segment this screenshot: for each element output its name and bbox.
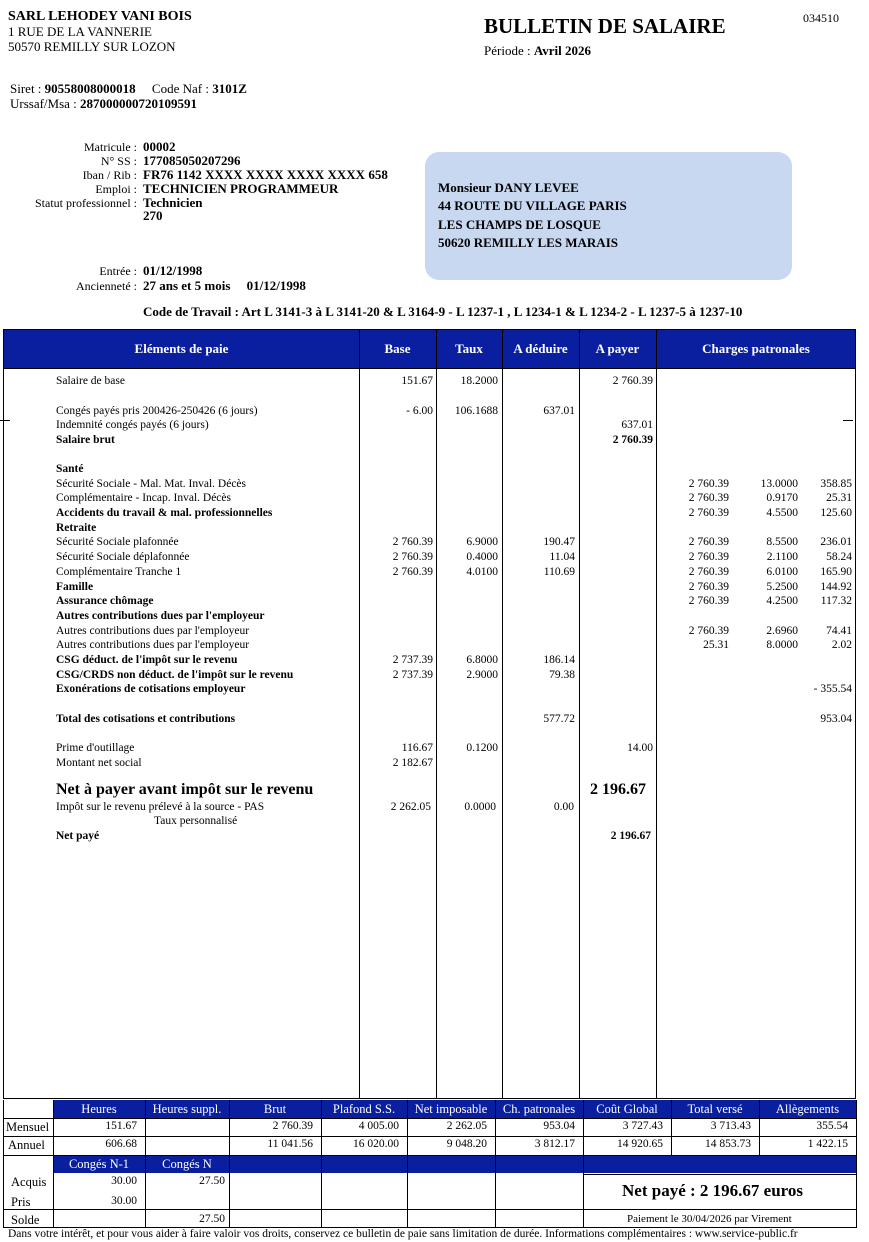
line-pay: 637.01	[621, 419, 653, 431]
line-label: Sécurité Sociale plafonnée	[56, 536, 179, 548]
line-label: Santé	[56, 463, 84, 475]
code-travail: Code de Travail : Art L 3141-3 à L 3141-20 & L 3164-9 - L 1237-1 , L 1234-1 & L 1234-2 - L 1237-5 à 1237-10	[143, 304, 743, 319]
line-label: Prime d'outillage	[56, 742, 135, 754]
header-taux: Taux	[455, 341, 483, 356]
periode-value: Avril 2026	[533, 43, 591, 58]
entree-value: 01/12/1998	[143, 263, 203, 278]
pris-label: Pris	[11, 1195, 31, 1209]
address-line-3: LES CHAMPS DE LOSQUE	[438, 217, 601, 232]
entree-label: Entrée :	[99, 264, 137, 278]
line-ptaux: 0.9170	[766, 492, 798, 504]
mensuel-label: Mensuel	[6, 1120, 50, 1134]
mensuel-cell: 953.04	[543, 1120, 575, 1132]
net-paye-total: Net payé : 2 196.67 euros	[622, 1181, 803, 1200]
summary-header-cell: Heures suppl.	[152, 1102, 222, 1116]
line-taux: 18.2000	[460, 375, 498, 387]
line-pmont: 117.32	[820, 595, 852, 607]
acquis-n: 27.50	[199, 1175, 225, 1187]
nss-value: 177085050207296	[143, 153, 241, 168]
annuel-cell: 11 041.56	[267, 1138, 313, 1150]
line-pbase: 2 760.39	[688, 536, 729, 548]
line-label: Salaire brut	[56, 434, 115, 446]
pris-n1: 30.00	[111, 1195, 137, 1207]
urssaf-value: 287000000720109591	[80, 96, 198, 111]
anciennete-duration: 27 ans et 5 mois	[143, 278, 231, 293]
line-ptaux: 5.2500	[766, 581, 798, 593]
col-divider	[656, 330, 657, 1098]
nss-label: N° SS :	[100, 154, 137, 168]
line-pbase: 25.31	[703, 639, 729, 651]
line-pmont: 125.60	[820, 507, 852, 519]
line-pay: 14.00	[627, 742, 653, 754]
company-address-1: 1 RUE DE LA VANNERIE	[8, 24, 152, 39]
recipient-address-box	[425, 152, 792, 280]
address-line-4: 50620 REMILLY LES MARAIS	[438, 235, 618, 250]
line-taux: 6.8000	[466, 654, 498, 666]
grid-line	[229, 1100, 230, 1155]
paiement-info: Paiement le 30/04/2026 par Virement	[627, 1213, 792, 1225]
grid-line	[583, 1209, 856, 1210]
disclaimer: Dans votre intérêt, et pour vous aider à faire valoir vos droits, conservez ce bulletin de paie sans limitation de durée. Informations complémentaires : www.service-public.fr	[8, 1228, 798, 1240]
line-ded: 11.04	[549, 551, 575, 563]
grid-line	[145, 1155, 146, 1228]
line-label: Retraite	[56, 522, 97, 534]
line-pbase: 2 760.39	[688, 492, 729, 504]
line-label: Sécurité Sociale déplafonnée	[56, 551, 190, 563]
siret-label: Siret :	[10, 81, 42, 96]
line-ptaux: 4.5500	[766, 507, 798, 519]
grid-line	[3, 1118, 856, 1119]
address-line-1: Monsieur DANY LEVEE	[438, 180, 579, 195]
line-taux: 2.9000	[466, 669, 498, 681]
annuel-cell: 16 020.00	[353, 1138, 399, 1150]
line-label: Indemnité congés payés (6 jours)	[56, 419, 209, 431]
emploi-value: TECHNICIEN PROGRAMMEUR	[143, 181, 339, 196]
annuel-cell: 14 853.73	[705, 1138, 751, 1150]
mensuel-cell: 355.54	[816, 1120, 848, 1132]
mensuel-cell: 3 713.43	[710, 1120, 751, 1132]
grid-line	[3, 1209, 583, 1210]
line-pmont: 74.41	[826, 625, 852, 637]
siret-value: 90558008000018	[44, 81, 136, 96]
mensuel-cell: 4 005.00	[358, 1120, 399, 1132]
line-ded: 110.69	[543, 566, 575, 578]
line-base: 2 760.39	[392, 536, 433, 548]
company-address-2: 50570 REMILLY SUR LOZON	[8, 39, 176, 54]
line-base: 2 760.39	[392, 566, 433, 578]
iban-label: Iban / Rib :	[82, 168, 137, 182]
solde-label: Solde	[11, 1213, 40, 1227]
line-pmont: 236.01	[820, 536, 852, 548]
grid-line	[583, 1155, 584, 1228]
net-avant-impot-value: 2 196.67	[590, 781, 646, 798]
line-base: 151.67	[401, 375, 433, 387]
grid-line	[3, 1155, 856, 1156]
line-ptaux: 6.0100	[766, 566, 798, 578]
line-taux: 0.1200	[466, 742, 498, 754]
net-paye-value: 2 196.67	[610, 830, 651, 842]
line-ptaux: 4.2500	[766, 595, 798, 607]
annuel-cell: 9 048.20	[446, 1138, 487, 1150]
mensuel-cell: 151.67	[105, 1120, 137, 1132]
line-ded: 190.47	[543, 536, 575, 548]
grid-line	[583, 1100, 584, 1155]
summary-table	[3, 1100, 856, 1228]
grid-line	[495, 1155, 496, 1228]
statut-label: Statut professionnel :	[35, 196, 137, 210]
anciennete-date: 01/12/1998	[246, 278, 306, 293]
line-pmont: 953.04	[820, 713, 852, 725]
line-pbase: 2 760.39	[688, 595, 729, 607]
summary-header-cell: Total versé	[687, 1102, 743, 1116]
line-pmont: - 355.54	[813, 683, 852, 695]
line-label: CSG/CRDS non déduct. de l'impôt sur le revenu	[56, 669, 294, 681]
matricule-value: 00002	[143, 139, 176, 154]
line-pmont: 25.31	[826, 492, 852, 504]
header-base: Base	[384, 341, 411, 356]
line-pbase: 2 760.39	[688, 507, 729, 519]
line-taux: 6.9000	[466, 536, 498, 548]
line-label: Accidents du travail & mal. professionnelles	[56, 507, 273, 519]
line-label: Total des cotisations et contributions	[56, 713, 236, 725]
line-taux: 0.4000	[466, 551, 498, 563]
line-label: Autres contributions dues par l'employeur	[56, 639, 250, 651]
grid-line	[53, 1155, 54, 1228]
line-ded: 637.01	[543, 405, 575, 417]
line-ded: 186.14	[543, 654, 575, 666]
annuel-label: Annuel	[8, 1138, 45, 1152]
line-ptaux: 8.0000	[766, 639, 798, 651]
solde-n: 27.50	[199, 1213, 225, 1225]
col-divider	[436, 330, 437, 1098]
payslip-table-header	[4, 330, 855, 368]
line-label: Exonérations de cotisations employeur	[56, 683, 246, 695]
line-label: Assurance chômage	[56, 595, 154, 607]
line-pbase: 2 760.39	[688, 551, 729, 563]
header-elements: Eléments de paie	[134, 341, 229, 356]
mensuel-cell: 2 760.39	[272, 1120, 313, 1132]
pas-taux: 0.0000	[464, 801, 496, 813]
summary-header-cell: Net imposable	[414, 1102, 488, 1116]
line-label: Autres contributions dues par l'employeur	[56, 625, 250, 637]
grid-line	[3, 1100, 4, 1228]
header-divider	[4, 368, 855, 369]
line-label: Famille	[56, 581, 94, 593]
grid-line	[53, 1100, 54, 1155]
summary-header-cell: Ch. patronales	[502, 1102, 576, 1116]
mensuel-cell: 2 262.05	[446, 1120, 487, 1132]
document-number: 034510	[803, 11, 839, 25]
line-pbase: 2 760.39	[688, 566, 729, 578]
line-label: Complémentaire Tranche 1	[56, 566, 182, 578]
line-base: 116.67	[401, 742, 433, 754]
mensuel-cell: 3 727.43	[622, 1120, 663, 1132]
grid-line	[3, 1136, 856, 1137]
line-base: 2 737.39	[392, 654, 433, 666]
urssaf-label: Urssaf/Msa :	[10, 96, 77, 111]
pas-sublabel: Taux personnalisé	[154, 815, 238, 827]
line-label: Montant net social	[56, 757, 142, 769]
grid-line	[671, 1100, 672, 1155]
grid-line	[145, 1100, 146, 1155]
line-taux: 4.0100	[466, 566, 498, 578]
annuel-cell: 1 422.15	[807, 1138, 848, 1150]
naf-label: Code Naf :	[151, 81, 209, 96]
line-pmont: 58.24	[826, 551, 852, 563]
line-base: - 6.00	[406, 405, 433, 417]
line-ptaux: 2.6960	[766, 625, 798, 637]
acquis-label: Acquis	[11, 1175, 47, 1189]
grid-line	[229, 1155, 230, 1228]
company-name: SARL LEHODEY VANI BOIS	[8, 9, 192, 24]
net-paye-label: Net payé	[56, 830, 100, 842]
line-ptaux: 2.1100	[766, 551, 798, 563]
line-pbase: 2 760.39	[688, 625, 729, 637]
conges-n-header: Congés N	[162, 1157, 212, 1171]
col-divider	[359, 330, 360, 1098]
annuel-cell: 14 920.65	[617, 1138, 663, 1150]
anciennete-label: Ancienneté :	[76, 279, 137, 293]
line-pay: 2 760.39	[612, 375, 653, 387]
summary-header-cell: Plafond S.S.	[332, 1102, 396, 1116]
line-ptaux: 13.0000	[760, 478, 798, 490]
line-pbase: 2 760.39	[688, 478, 729, 490]
line-pmont: 2.02	[831, 639, 852, 651]
line-pbase: 2 760.39	[688, 581, 729, 593]
summary-header-cell: Allègements	[775, 1102, 840, 1116]
line-base: 2 182.67	[392, 757, 433, 769]
line-base: 2 760.39	[392, 551, 433, 563]
line-ded: 577.72	[543, 713, 575, 725]
pas-base: 2 262.05	[390, 801, 431, 813]
line-taux: 106.1688	[454, 405, 498, 417]
line-base: 2 737.39	[392, 669, 433, 681]
line-ded: 79.38	[549, 669, 575, 681]
siret-block	[10, 81, 247, 111]
line-label: Autres contributions dues par l'employeur	[56, 610, 265, 622]
grid-line	[407, 1155, 408, 1228]
statut-code: 270	[143, 208, 163, 223]
grid-line	[856, 1100, 857, 1155]
payslip-table	[3, 329, 856, 1099]
annuel-cell: 3 812.17	[534, 1138, 575, 1150]
grid-line	[495, 1100, 496, 1155]
pas-label: Impôt sur le revenu prélevé à la source - PAS	[56, 801, 265, 813]
line-pmont: 144.92	[820, 581, 852, 593]
emploi-label: Emploi :	[95, 182, 137, 196]
summary-header-cell: Coût Global	[596, 1102, 658, 1116]
grid-line	[321, 1100, 322, 1155]
periode-label: Période :	[484, 43, 531, 58]
acquis-n1: 30.00	[111, 1175, 137, 1187]
matricule-label: Matricule :	[84, 140, 137, 154]
grid-line	[856, 1155, 857, 1228]
naf-value: 3101Z	[212, 81, 247, 96]
header-charges: Charges patronales	[702, 341, 810, 356]
line-ptaux: 8.5500	[766, 536, 798, 548]
line-label: Salaire de base	[56, 375, 125, 387]
summary-header-cell: Heures	[81, 1102, 117, 1116]
grid-line	[759, 1100, 760, 1155]
line-label: Complémentaire - Incap. Inval. Décès	[56, 492, 231, 504]
line-pmont: 165.90	[820, 566, 852, 578]
summary-header-cell: Brut	[263, 1102, 287, 1116]
line-label: CSG déduct. de l'impôt sur le revenu	[56, 654, 238, 666]
annuel-cell: 606.68	[105, 1138, 137, 1150]
grid-line	[321, 1155, 322, 1228]
line-pay: 2 760.39	[612, 434, 653, 446]
periode	[484, 43, 591, 59]
header-deduire: A déduire	[513, 341, 568, 356]
conges-n1-header: Congés N-1	[68, 1157, 130, 1171]
header-payer: A payer	[595, 341, 640, 356]
grid-line	[407, 1100, 408, 1155]
line-label: Sécurité Sociale - Mal. Mat. Inval. Décès	[56, 478, 247, 490]
document-title: BULLETIN DE SALAIRE	[484, 14, 726, 38]
grid-line	[583, 1174, 856, 1175]
anciennete-value	[143, 278, 306, 294]
company-block	[8, 9, 192, 54]
line-pmont: 358.85	[820, 478, 852, 490]
iban-value: FR76 1142 XXXX XXXX XXXX XXXX 658	[143, 167, 388, 182]
statut-value: Technicien	[143, 195, 203, 210]
pas-deduire: 0.00	[553, 801, 574, 813]
net-avant-impot-label: Net à payer avant impôt sur le revenu	[56, 781, 314, 798]
line-label: Congés payés pris 200426-250426 (6 jours)	[56, 405, 258, 417]
address-line-2: 44 ROUTE DU VILLAGE PARIS	[438, 198, 627, 213]
